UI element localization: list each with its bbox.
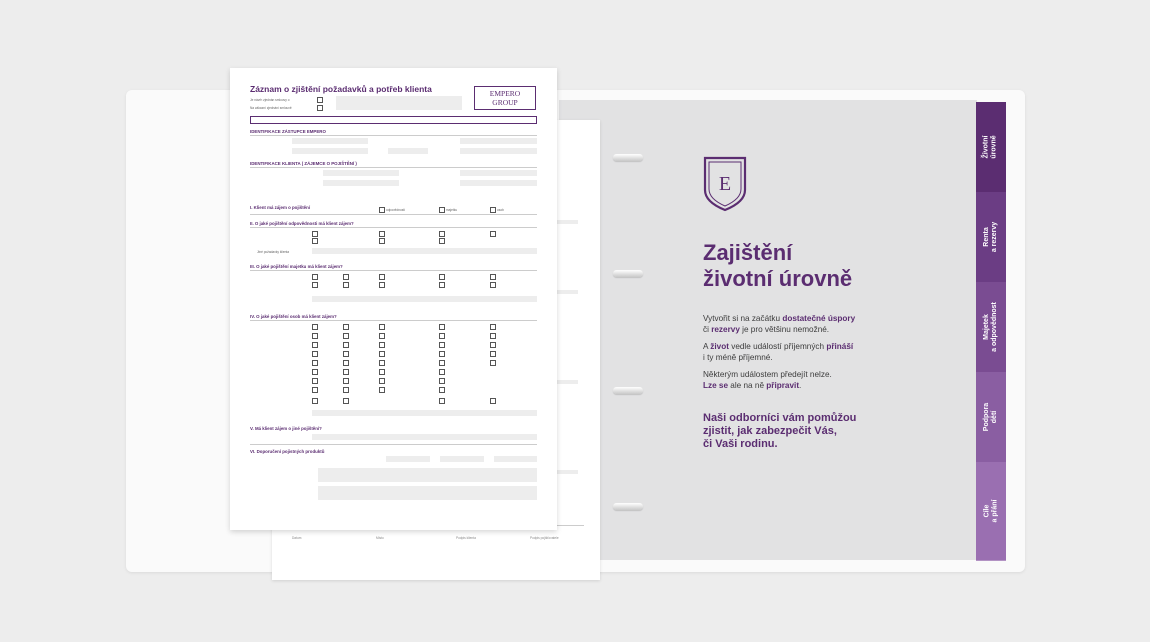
- form-sheet-front: [230, 68, 557, 530]
- checkbox[interactable]: [439, 282, 445, 288]
- intro-line: Na zákazní zjednání smlouvě: [250, 106, 292, 110]
- binder-ring: [613, 387, 643, 394]
- binder-ring: [613, 154, 643, 161]
- tab-cile-a-prani[interactable]: Cíle a přání: [976, 462, 1006, 561]
- checkbox[interactable]: [312, 387, 318, 393]
- footer-label: Místo: [376, 536, 384, 540]
- brochure-paragraph-3: Některým událostem předejít nelze. Lze se ale na ně připravit.: [703, 370, 832, 390]
- checkbox[interactable]: [490, 231, 496, 237]
- footer-label: Podpis pojišťovatele: [530, 536, 559, 540]
- checkbox[interactable]: [343, 282, 349, 288]
- checkbox[interactable]: [490, 207, 496, 213]
- divider-tabs: [976, 102, 1006, 560]
- checkbox[interactable]: [312, 324, 318, 330]
- form-title: Záznam o zjištění požadavků a potřeb klienta: [250, 84, 432, 94]
- other-requests-label: Jiné požadavky klienta: [257, 250, 290, 254]
- tab-majetek-a-odpovednost[interactable]: Majetek a odpovědnost: [976, 282, 1006, 373]
- checkbox[interactable]: [379, 231, 385, 237]
- checkbox[interactable]: [312, 378, 318, 384]
- checkbox[interactable]: [379, 274, 385, 280]
- checkbox[interactable]: [439, 342, 445, 348]
- checkbox[interactable]: [312, 351, 318, 357]
- checkbox[interactable]: [379, 360, 385, 366]
- section-heading: I. Klient má zájem o pojištění: [250, 205, 311, 210]
- checkbox[interactable]: [312, 333, 318, 339]
- footer-label: Datum: [292, 536, 302, 540]
- checkbox[interactable]: [490, 351, 496, 357]
- checkbox[interactable]: [439, 351, 445, 357]
- checkbox[interactable]: [439, 231, 445, 237]
- checkbox[interactable]: [312, 238, 318, 244]
- checkbox[interactable]: [439, 398, 445, 404]
- checkbox[interactable]: [439, 238, 445, 244]
- checkbox[interactable]: [379, 324, 385, 330]
- checkbox[interactable]: [490, 342, 496, 348]
- checkbox[interactable]: [439, 324, 445, 330]
- tab-renta-a-rezervy[interactable]: Renta a rezervy: [976, 192, 1006, 283]
- crest-letter: E: [718, 173, 732, 195]
- option-label: majetku: [446, 208, 458, 212]
- brochure-paragraph-1: Vytvořit si na začátku dostatečné úspory či rezervy je pro většinu nemožné.: [703, 314, 856, 334]
- section-heading: IDENTIFIKACE ZÁSTUPCE EMPERO: [250, 129, 326, 134]
- section-heading: II. O jaké pojištění odpovědnosti má klient zájem?: [250, 221, 354, 226]
- checkbox[interactable]: [343, 398, 349, 404]
- checkbox[interactable]: [343, 378, 349, 384]
- checkbox[interactable]: [343, 333, 349, 339]
- checkbox[interactable]: [343, 351, 349, 357]
- tab-zivotni-urovne[interactable]: Životní úrovně: [976, 102, 1006, 193]
- checkbox[interactable]: [490, 360, 496, 366]
- option-label: osob: [497, 208, 504, 212]
- checkbox[interactable]: [343, 360, 349, 366]
- checkbox[interactable]: [343, 342, 349, 348]
- section-heading: IV. O jaké pojištění osob má klient zájem?: [250, 314, 337, 319]
- checkbox[interactable]: [379, 351, 385, 357]
- binder-ring: [613, 503, 643, 510]
- checkbox[interactable]: [490, 324, 496, 330]
- brochure-paragraph-2: A život vedle událostí příjemných přináší i ty méně příjemné.: [703, 342, 854, 362]
- checkbox[interactable]: [379, 238, 385, 244]
- empero-crest-icon: [703, 156, 747, 212]
- checkbox[interactable]: [439, 274, 445, 280]
- checkbox[interactable]: [439, 360, 445, 366]
- checkbox[interactable]: [312, 274, 318, 280]
- checkbox[interactable]: [312, 398, 318, 404]
- checkbox[interactable]: [490, 398, 496, 404]
- section-heading: VI. Doporučení pojistných produktů: [250, 449, 325, 454]
- checkbox[interactable]: [379, 387, 385, 393]
- brochure-closing: Naši odborníci vám pomůžou zjistit, jak zabezpečit Vás, či Vaši rodinu.: [703, 412, 857, 450]
- headline-line: Zajištění: [703, 240, 793, 265]
- checkbox[interactable]: [343, 324, 349, 330]
- brochure-headline: [703, 240, 923, 292]
- checkbox[interactable]: [312, 282, 318, 288]
- checkbox[interactable]: [439, 333, 445, 339]
- tab-podpora-deti[interactable]: Podpora dětí: [976, 372, 1006, 463]
- footer-label: Podpis klienta: [456, 536, 476, 540]
- checkbox[interactable]: [490, 282, 496, 288]
- section-heading: IDENTIFIKACE KLIENTA ( ZÁJEMCE O POJIŠTĚNÍ ): [250, 161, 357, 166]
- empero-logo: EMPERO GROUP: [474, 86, 536, 110]
- binder-ring: [613, 270, 643, 277]
- checkbox[interactable]: [312, 342, 318, 348]
- checkbox[interactable]: [343, 274, 349, 280]
- headline-line: životní úrovně: [703, 266, 853, 291]
- checkbox[interactable]: [317, 97, 323, 103]
- checkbox[interactable]: [490, 274, 496, 280]
- checkbox[interactable]: [439, 369, 445, 375]
- checkbox[interactable]: [343, 369, 349, 375]
- checkbox[interactable]: [379, 207, 385, 213]
- option-label: odpovědnosti: [386, 208, 405, 212]
- checkbox[interactable]: [379, 378, 385, 384]
- checkbox[interactable]: [312, 360, 318, 366]
- checkbox[interactable]: [490, 333, 496, 339]
- checkbox[interactable]: [379, 333, 385, 339]
- checkbox[interactable]: [379, 342, 385, 348]
- checkbox[interactable]: [379, 369, 385, 375]
- checkbox[interactable]: [439, 387, 445, 393]
- checkbox[interactable]: [439, 378, 445, 384]
- checkbox[interactable]: [439, 207, 445, 213]
- section-heading: III. O jaké pojištění majetku má klient zájem?: [250, 264, 343, 269]
- intro-line: Je návrh zjednán smlouvy o: [250, 98, 290, 102]
- checkbox[interactable]: [312, 231, 318, 237]
- checkbox[interactable]: [312, 369, 318, 375]
- checkbox[interactable]: [343, 387, 349, 393]
- section-heading: V. Má klient zájem o jiné pojištění?: [250, 426, 322, 431]
- checkbox[interactable]: [317, 105, 323, 111]
- checkbox[interactable]: [379, 282, 385, 288]
